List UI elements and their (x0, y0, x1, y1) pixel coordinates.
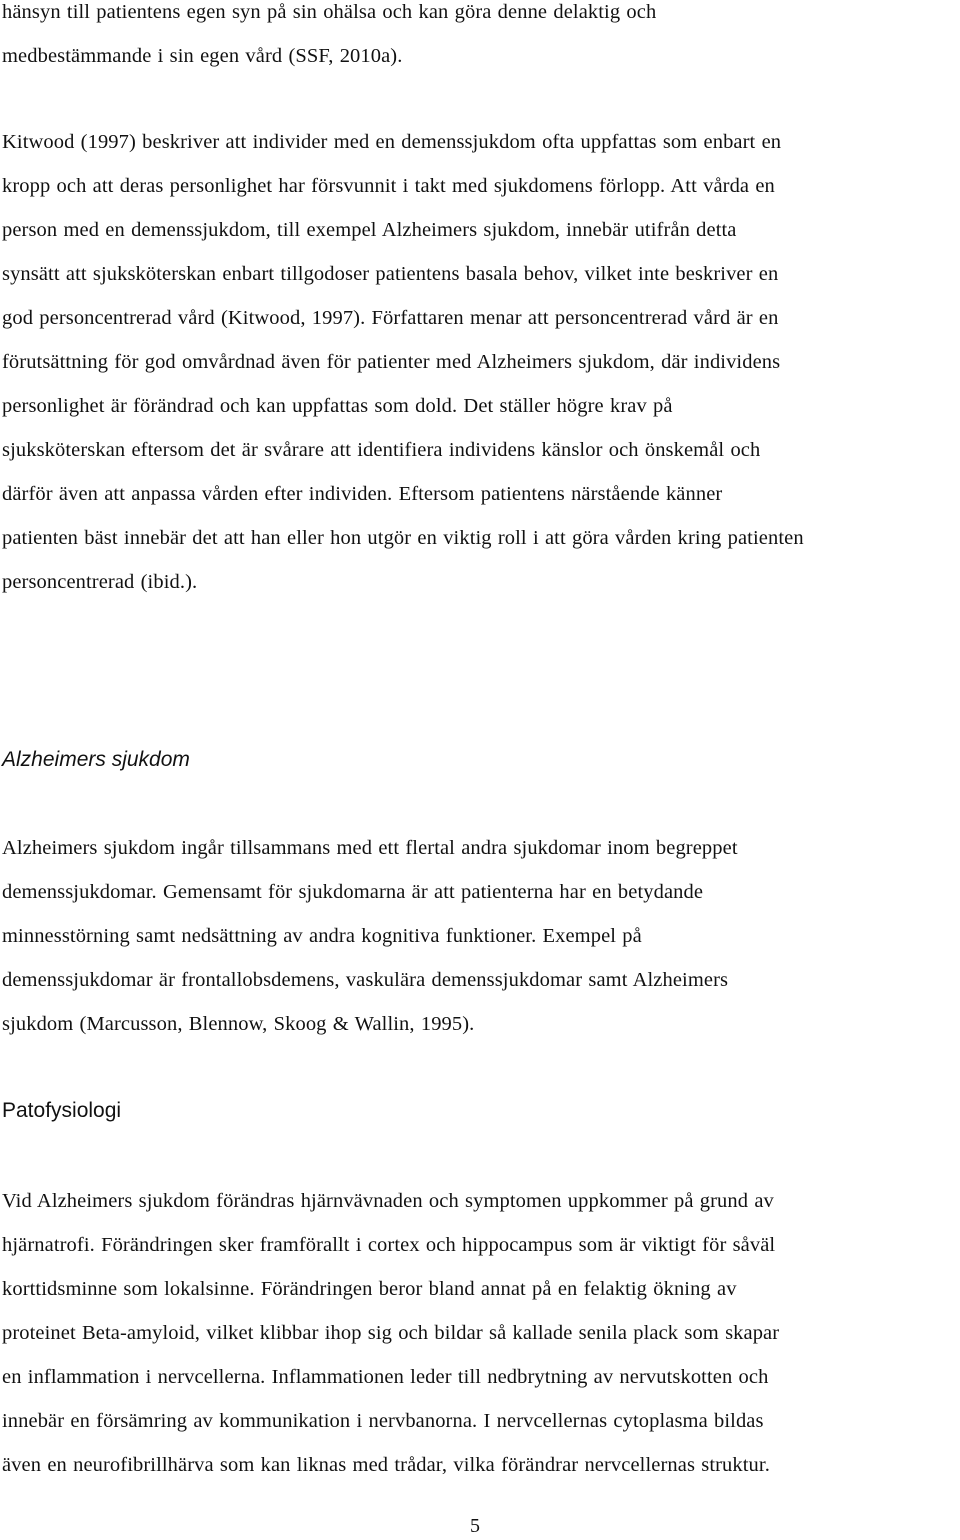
text-line: patienten bäst innebär det att han eller hon utgör en viktig roll i att göra vården kring patienten (2, 527, 804, 549)
text-line: Vid Alzheimers sjukdom förändras hjärnvävnaden och symptomen uppkommer på grund av (2, 1190, 774, 1212)
text-line: Alzheimers sjukdom ingår tillsammans med ett flertal andra sjukdomar inom begreppet (2, 837, 738, 859)
text-line: kropp och att deras personlighet har försvunnit i takt med sjukdomens förlopp. Att vårda en (2, 175, 775, 197)
text-line: sjukdom (Marcusson, Blennow, Skoog & Wallin, 1995). (2, 1013, 475, 1035)
text-line: personcentrerad (ibid.). (2, 571, 198, 593)
text-line: demenssjukdomar. Gemensamt för sjukdomarna är att patienterna har en betydande (2, 881, 704, 903)
page-number: 5 (470, 1515, 480, 1537)
text-line: hjärnatrofi. Förändringen sker framförallt i cortex och hippocampus som är viktigt för såväl (2, 1234, 776, 1256)
paragraph-intro-continued (2, 0, 942, 78)
text-line: person med en demenssjukdom, till exempel Alzheimers sjukdom, innebär utifrån detta (2, 219, 737, 241)
section-heading-alzheimers: Alzheimers sjukdom (2, 748, 190, 771)
text-line: minnesstörning samt nedsättning av andra kognitiva funktioner. Exempel på (2, 925, 642, 947)
text-line: hänsyn till patientens egen syn på sin ohälsa och kan göra denne delaktig och (2, 1, 657, 23)
paragraph-kitwood (2, 120, 942, 604)
text-line: synsätt att sjuksköterskan enbart tillgodoser patientens basala behov, vilket inte beskriver en (2, 263, 779, 285)
section-heading-patofysiologi: Patofysiologi (2, 1099, 122, 1122)
text-line: proteinet Beta-amyloid, vilket klibbar ihop sig och bildar så kallade senila plack som skapar (2, 1322, 780, 1344)
text-line: god personcentrerad vård (Kitwood, 1997). Författaren menar att personcentrerad vård är en (2, 307, 779, 329)
text-line: innebär en försämring av kommunikation i nervbanorna. I nervcellernas cytoplasma bildas (2, 1410, 764, 1432)
text-line: demenssjukdomar är frontallobsdemens, vaskulära demenssjukdomar samt Alzheimers (2, 969, 729, 991)
text-line: därför även att anpassa vården efter individen. Eftersom patientens närstående känner (2, 483, 723, 505)
text-line: förutsättning för god omvårdnad även för patienter med Alzheimers sjukdom, där individens (2, 351, 781, 373)
paragraph-patofysiologi (2, 1179, 942, 1487)
text-line: medbestämmande i sin egen vård (SSF, 2010a). (2, 45, 403, 67)
text-line: även en neurofibrillhärva som kan liknas med trådar, vilka förändrar nervcellernas struktur. (2, 1454, 770, 1476)
text-line: korttidsminne som lokalsinne. Förändringen beror bland annat på en felaktig ökning av (2, 1278, 737, 1300)
text-line: Kitwood (1997) beskriver att individer med en demenssjukdom ofta uppfattas som enbart en (2, 131, 782, 153)
text-line: en inflammation i nervcellerna. Inflammationen leder till nedbrytning av nervutskotten och (2, 1366, 769, 1388)
paragraph-alzheimers (2, 826, 942, 1046)
text-line: sjuksköterskan eftersom det är svårare att identifiera individens känslor och önskemål och (2, 439, 761, 461)
text-line: personlighet är förändrad och kan uppfattas som dold. Det ställer högre krav på (2, 395, 673, 417)
